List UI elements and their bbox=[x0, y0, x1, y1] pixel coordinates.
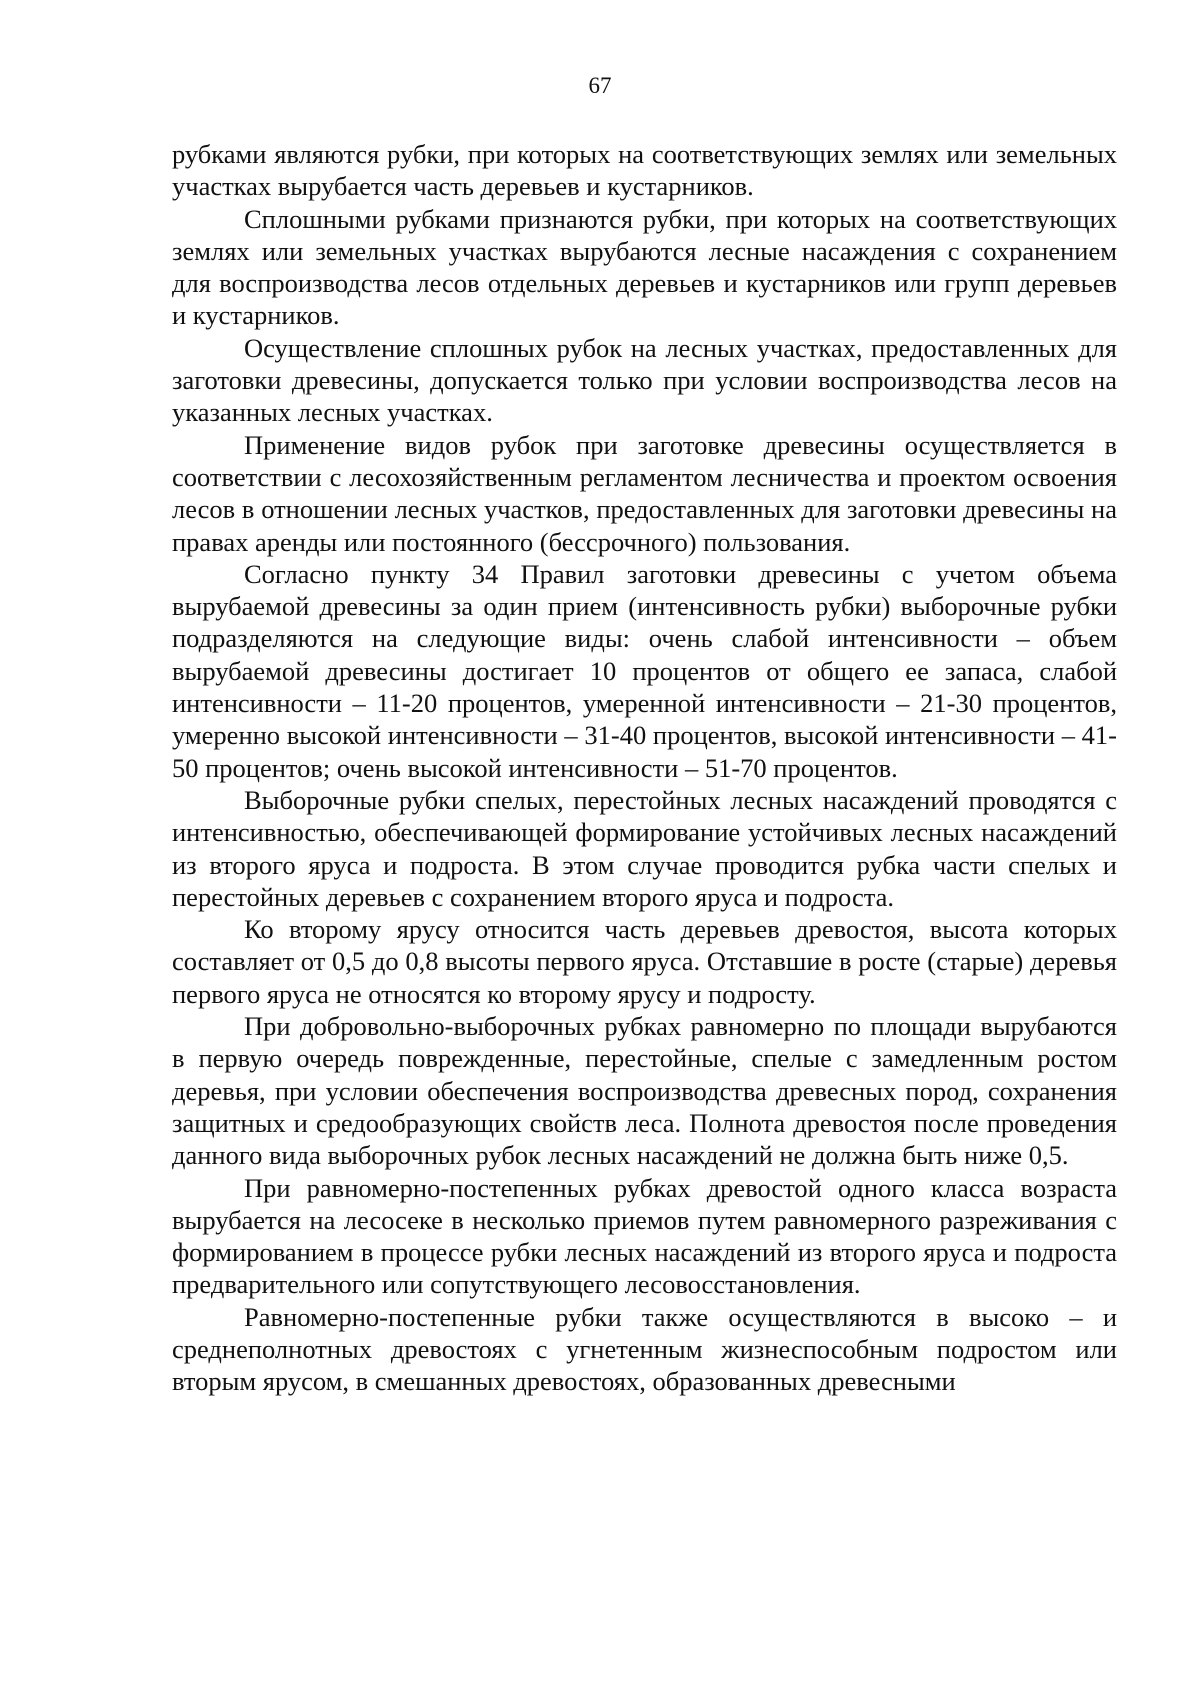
paragraph-last-on-page: Равномерно-постепенные рубки также осуществляются в высоко – и среднеполнотных древостоях с угнетенным жизнеспособным подростом или вторым ярусом, в смешанных древостоях, образованных древесными bbox=[172, 1301, 1117, 1397]
paragraph: Сплошными рубками признаются рубки, при которых на соответствующих землях или земельных участках вырубаются лесные насаждения с сохранением для воспроизводства лесов отдельных деревьев и кустарников или групп деревьев и кустарников. bbox=[172, 203, 1117, 331]
paragraph: Выборочные рубки спелых, перестойных лесных насаждений проводятся с интенсивностью, обеспечивающей формирование устойчивых лесных насаждений из второго яруса и подроста. В этом случае проводится рубка части спелых и перестойных деревьев с сохранением второго яруса и подроста. bbox=[172, 784, 1117, 912]
paragraph: Осуществление сплошных рубок на лесных участках, предоставленных для заготовки древесины, допускается только при условии воспроизводства лесов на указанных лесных участках. bbox=[172, 332, 1117, 428]
page-number: 67 bbox=[588, 73, 612, 98]
paragraph: При равномерно-постепенных рубках древостой одного класса возраста вырубается на лесосеке в несколько приемов путем равномерного разреживания с формированием в процессе рубки лесных насаждений из второго яруса и подроста предварительного или сопутствующего лесовосстановления. bbox=[172, 1172, 1117, 1300]
document-body bbox=[172, 138, 1117, 1398]
paragraph: Применение видов рубок при заготовке древесины осуществляется в соответствии с лесохозяйственным регламентом лесничества и проектом освоения лесов в отношении лесных участков, предоставленных для заготовки древесины на правах аренды или постоянного (бессрочного) пользования. bbox=[172, 429, 1117, 557]
paragraph-continued: рубками являются рубки, при которых на соответствующих землях или земельных участках вырубается часть деревьев и кустарников. bbox=[172, 139, 1117, 202]
paragraph: Ко второму ярусу относится часть деревьев древостоя, высота которых составляет от 0,5 до 0,8 высоты первого яруса. Отставшие в росте (старые) деревья первого яруса не относятся ко второму ярусу и подросту. bbox=[172, 914, 1117, 1009]
paragraph: Согласно пункту 34 Правил заготовки древесины с учетом объема вырубаемой древесины за один прием (интенсивность рубки) выборочные рубки подразделяются на следующие виды: очень слабой интенсивности – объем вырубаемой древесины достигает 10 процентов от общего ее запаса, слабой интенсивности – 11-20 процентов, умеренной интенсивности – 21-30 процентов, умеренно высокой интенсивности – 31-40 процентов, высокой интенсивности – 41-50 процентов; очень высокой интенсивности – 51-70 процентов. bbox=[172, 558, 1117, 783]
paragraph: При добровольно-выборочных рубках равномерно по площади вырубаются в первую очередь поврежденные, перестойные, спелые с замедленным ростом деревья, при условии обеспечения воспроизводства древесных пород, сохранения защитных и средообразующих свойств леса. Полнота древостоя после проведения данного вида выборочных рубок лесных насаждений не должна быть ниже 0,5. bbox=[172, 1011, 1117, 1171]
